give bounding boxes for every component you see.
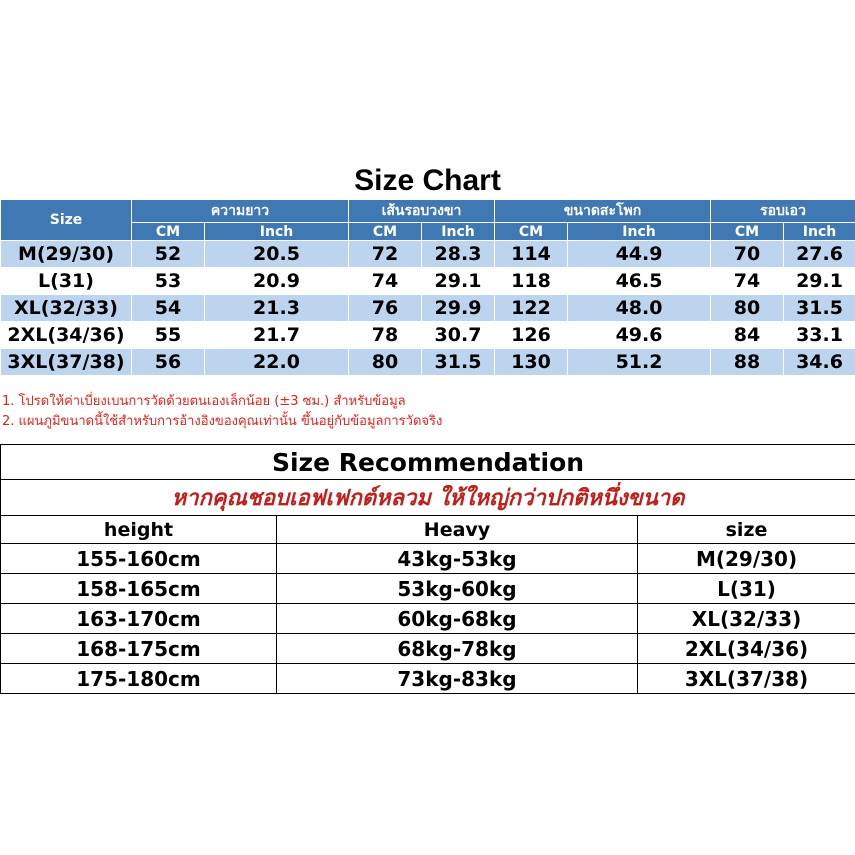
value-cell: 74: [349, 268, 422, 295]
value-cell: 21.7: [205, 322, 349, 349]
note-line: 2. แผนภูมิขนาดนี้ใช้สำหรับการอ้างอิงของคุณเท่านั้น ขึ้นอยู่กับข้อมูลการวัดจริง: [2, 414, 443, 429]
value-cell: 46.5: [568, 268, 711, 295]
size-cell: L(31): [638, 574, 855, 604]
value-cell: 70: [711, 241, 784, 268]
height-cell: 168-175cm: [1, 634, 277, 664]
table-row: [1, 544, 855, 574]
unit-header: CM: [495, 223, 568, 241]
value-cell: 21.3: [205, 295, 349, 322]
value-cell: 88: [711, 349, 784, 376]
value-cell: 31.5: [784, 295, 855, 322]
height-cell: 163-170cm: [1, 604, 277, 634]
value-cell: 29.9: [422, 295, 495, 322]
note-line: 1. โปรดให้ค่าเบี่ยงเบนการวัดด้วยตนเองเล็กน้อย (±3 ซม.) สำหรับข้อมูล: [2, 394, 406, 409]
value-cell: 20.9: [205, 268, 349, 295]
size-cell: 2XL(34/36): [638, 634, 855, 664]
value-cell: 84: [711, 322, 784, 349]
value-cell: 72: [349, 241, 422, 268]
value-cell: 31.5: [422, 349, 495, 376]
weight-cell: 60kg-68kg: [277, 604, 638, 634]
size-cell: M(29/30): [1, 241, 132, 268]
value-cell: 28.3: [422, 241, 495, 268]
group-header-hip: ขนาดสะโพก: [495, 200, 711, 223]
value-cell: 27.6: [784, 241, 855, 268]
height-cell: 175-180cm: [1, 664, 277, 694]
value-cell: 49.6: [568, 322, 711, 349]
value-cell: 126: [495, 322, 568, 349]
value-cell: 29.1: [422, 268, 495, 295]
recommendation-title-row: [1, 445, 855, 480]
value-cell: 51.2: [568, 349, 711, 376]
size-cell: 2XL(34/36): [1, 322, 132, 349]
height-cell: 155-160cm: [1, 544, 277, 574]
table-row: [1, 268, 855, 295]
unit-header: CM: [711, 223, 784, 241]
size-cell: L(31): [1, 268, 132, 295]
value-cell: 130: [495, 349, 568, 376]
value-cell: 34.6: [784, 349, 855, 376]
group-header-waist: รอบเอว: [711, 200, 855, 223]
recommendation-subtitle-row: [1, 480, 855, 516]
size-cell: M(29/30): [638, 544, 855, 574]
recommendation-header-row: [1, 516, 855, 544]
value-cell: 53: [132, 268, 205, 295]
value-cell: 114: [495, 241, 568, 268]
value-cell: 122: [495, 295, 568, 322]
weight-cell: 53kg-60kg: [277, 574, 638, 604]
value-cell: 22.0: [205, 349, 349, 376]
size-column-header: Size: [1, 200, 132, 241]
weight-cell: 68kg-78kg: [277, 634, 638, 664]
unit-header: CM: [132, 223, 205, 241]
table-row: [1, 574, 855, 604]
table-row: [1, 604, 855, 634]
value-cell: 118: [495, 268, 568, 295]
value-cell: 78: [349, 322, 422, 349]
weight-column-header: Heavy: [277, 516, 638, 544]
size-cell: 3XL(37/38): [1, 349, 132, 376]
table-row: [1, 349, 855, 376]
weight-cell: 43kg-53kg: [277, 544, 638, 574]
group-header-length: ความยาว: [132, 200, 349, 223]
size-recommendation-title: Size Recommendation: [1, 445, 855, 480]
unit-header: CM: [349, 223, 422, 241]
unit-header: Inch: [568, 223, 711, 241]
value-cell: 20.5: [205, 241, 349, 268]
value-cell: 74: [711, 268, 784, 295]
size-recommendation-table: [0, 444, 855, 694]
weight-cell: 73kg-83kg: [277, 664, 638, 694]
table-row: [1, 241, 855, 268]
value-cell: 80: [711, 295, 784, 322]
size-recommendation-subtitle: หากคุณชอบเอฟเฟกต์หลวม ให้ใหญ่กว่าปกติหนึ่งขนาด: [1, 480, 855, 516]
table-row: [1, 634, 855, 664]
size-cell: XL(32/33): [638, 604, 855, 634]
value-cell: 44.9: [568, 241, 711, 268]
size-chart-title: Size Chart: [354, 164, 501, 197]
table-row: [1, 322, 855, 349]
value-cell: 54: [132, 295, 205, 322]
group-header-thigh: เส้นรอบวงขา: [349, 200, 495, 223]
size-chart-group-header-row: [1, 200, 855, 223]
value-cell: 55: [132, 322, 205, 349]
unit-header: Inch: [205, 223, 349, 241]
measurement-notes: [2, 392, 852, 432]
value-cell: 29.1: [784, 268, 855, 295]
value-cell: 30.7: [422, 322, 495, 349]
value-cell: 52: [132, 241, 205, 268]
value-cell: 33.1: [784, 322, 855, 349]
unit-header: Inch: [784, 223, 855, 241]
size-column-header: size: [638, 516, 855, 544]
value-cell: 80: [349, 349, 422, 376]
size-cell: 3XL(37/38): [638, 664, 855, 694]
unit-header: Inch: [422, 223, 495, 241]
height-cell: 158-165cm: [1, 574, 277, 604]
height-column-header: height: [1, 516, 277, 544]
table-row: [1, 664, 855, 694]
value-cell: 76: [349, 295, 422, 322]
size-cell: XL(32/33): [1, 295, 132, 322]
value-cell: 48.0: [568, 295, 711, 322]
size-chart-table: [0, 199, 855, 376]
table-row: [1, 295, 855, 322]
value-cell: 56: [132, 349, 205, 376]
